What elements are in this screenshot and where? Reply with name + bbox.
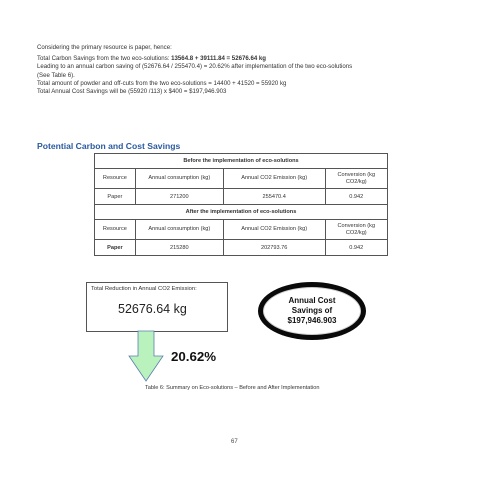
table-header-row (95, 220, 388, 240)
cost-savings-line-2: Savings of (291, 306, 333, 315)
cost-savings-text (273, 296, 351, 326)
intro-paragraph (37, 44, 449, 52)
before-emission-cell: 255470.4 (223, 189, 325, 205)
header-emission: Annual CO2 Emission (kg) (223, 220, 325, 240)
reduction-label: Total Reduction in Annual CO2 Emission: (91, 286, 197, 292)
header-conversion (325, 220, 387, 240)
header-conversion-line-2: CO2/kg) (345, 229, 367, 236)
table-caption: Table 6: Summary on Eco-solutions – Before and After Implementation (145, 385, 320, 391)
header-conversion-line-1: Conversion (kg (337, 171, 376, 178)
savings-line-1-text: Total Carbon Savings from the two eco-solutions: (37, 55, 172, 62)
savings-paragraph (37, 55, 449, 96)
cost-savings-line-3: $197,946.903 (287, 316, 337, 325)
header-resource: Resource (95, 220, 136, 240)
intro-text: Considering the primary resource is paper, hence: (37, 44, 172, 51)
after-title-cell: After the implementation of eco-solutions (95, 205, 388, 220)
savings-line-4: Total amount of powder and off-cuts from the two eco-solutions = 14400 + 41520 = 55920 kg (37, 79, 287, 87)
savings-line-1-bold: 13564.8 + 39111.84 = 52676.64 kg (171, 55, 267, 62)
table-row (95, 240, 388, 256)
cost-savings-ellipse (258, 282, 366, 340)
after-conversion-cell: 0.942 (325, 240, 387, 256)
table-row (95, 189, 388, 205)
table-header-row (95, 169, 388, 189)
before-conversion-cell: 0.942 (325, 189, 387, 205)
before-title-cell: Before the implementation of eco-solutions (95, 154, 388, 169)
eco-solutions-table (94, 153, 388, 256)
cost-savings-ellipse-inner (263, 287, 361, 335)
header-consumption: Annual consumption (kg) (135, 169, 223, 189)
before-consumption-cell: 271200 (135, 189, 223, 205)
reduction-box (86, 282, 228, 332)
after-resource-cell: Paper (95, 240, 136, 256)
savings-line-3: (See Table 6). (37, 71, 75, 79)
header-emission: Annual CO2 Emission (kg) (223, 169, 325, 189)
cost-savings-line-1: Annual Cost (288, 296, 336, 305)
section-heading: Potential Carbon and Cost Savings (37, 141, 181, 151)
header-consumption: Annual consumption (kg) (135, 220, 223, 240)
down-arrow-icon (128, 330, 164, 382)
savings-line-2: Leading to an annual carbon saving of (52676.64 / 255470.4) = 20.62% after implementation of the two eco-solutions (37, 63, 353, 71)
header-resource: Resource (95, 169, 136, 189)
header-conversion-line-2: CO2/kg) (345, 178, 367, 185)
after-consumption-cell: 215280 (135, 240, 223, 256)
header-conversion-line-1: Conversion (kg (337, 222, 376, 229)
table-section-before (95, 154, 388, 169)
after-emission-cell: 202793.76 (223, 240, 325, 256)
reduction-percentage: 20.62% (171, 349, 217, 364)
savings-line-5: Total Annual Cost Savings will be (55920 /113) x $400 = $197,946.903 (37, 88, 227, 96)
table-section-after (95, 205, 388, 220)
reduction-value: 52676.64 kg (118, 302, 187, 316)
header-conversion (325, 169, 387, 189)
before-resource-cell: Paper (95, 189, 136, 205)
page-number: 67 (231, 439, 238, 445)
savings-line-1 (37, 55, 449, 63)
